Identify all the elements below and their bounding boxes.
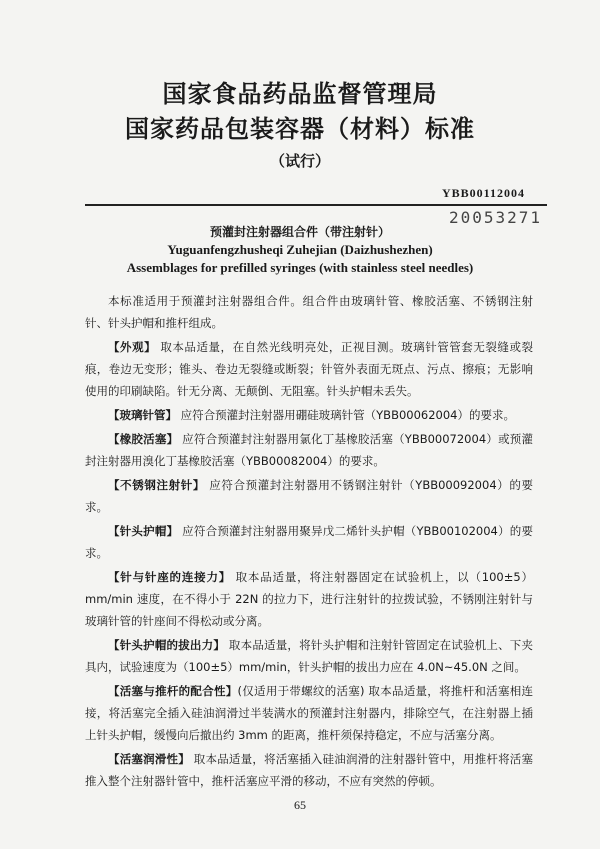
page-number: 65 bbox=[294, 798, 306, 812]
section-text: 取本品适量，将注射器固定在试验机上，以（100±5）mm/min 速度，在不得小于 22N 的拉力下，进行注射针的拉拨试验，不锈刚注射针与玻璃针管的针座间不得松动或分离。 bbox=[85, 570, 533, 628]
title-pinyin: Yuguanfengzhusheqi Zuhejian (Daizhushezhen) bbox=[167, 242, 433, 257]
intro-paragraph: 本标准适用于预灌封注射器组合件。组合件由玻璃针管、橡胶活塞、不锈钢注射针、针头护帽和推杆组成。 bbox=[85, 294, 533, 330]
trial-status: （试行） bbox=[269, 152, 331, 170]
section-shield-removal-force bbox=[85, 634, 533, 678]
section-label: 【外观】 bbox=[108, 340, 157, 354]
title-en: Assemblages for prefilled syringes (with stainless steel needles) bbox=[126, 260, 474, 275]
standard-heading: 国家药品包装容器（材料）标准 bbox=[125, 115, 475, 143]
section-text: 应符合预灌封注射器用不锈钢注射针（YBB00092004）的要求。 bbox=[85, 478, 533, 514]
section-steel-needle bbox=[85, 474, 533, 518]
section-label: 【活塞与推杆的配合性】 bbox=[108, 684, 238, 698]
section-text: 应符合预灌封注射器用硼硅玻璃针管（YBB00062004）的要求。 bbox=[177, 408, 515, 422]
section-label: 【针头护帽】 bbox=[108, 524, 179, 538]
section-text: 应符合预灌封注射器用氯化丁基橡胶活塞（YBB00072004）或预灌封注射器用溴化丁基橡胶活塞（YBB00082004）的要求。 bbox=[85, 432, 534, 468]
section-needle-shield bbox=[85, 520, 533, 564]
section-text: 取本品适量，在自然光线明亮处，正视目测。玻璃针管管套无裂缝或裂痕，卷边无变形；锥头、卷边无裂缝或断裂；针管外表面无斑点、污点、擦痕；无影响使用的印刷缺陷。针无分离、无颠倒、无阻塞。针头护帽未丢失。 bbox=[85, 340, 533, 398]
section-label: 【玻璃针管】 bbox=[108, 408, 177, 422]
section-label: 【橡胶活塞】 bbox=[108, 432, 179, 446]
section-label: 【针与针座的连接力】 bbox=[108, 570, 232, 584]
section-rubber-plunger bbox=[85, 428, 533, 472]
section-plunger-rod-fit bbox=[85, 680, 533, 746]
document-body bbox=[85, 290, 533, 794]
standard-code: YBB00112004 bbox=[441, 186, 525, 200]
section-plunger-lubricity bbox=[85, 748, 533, 792]
header-rule bbox=[85, 204, 547, 206]
section-text: (仅适用于带螺纹的活塞) 取本品适量，将推杆和活塞相连接，将活塞完全插入硅油润滑过半装满水的预灌封注射器内，排除空气，在注射器上插上针头护帽，缓慢向后撤出约 3mm 的距离，推杆须保持稳定，不应与活塞分离。 bbox=[85, 684, 533, 742]
section-label: 【针头护帽的拔出力】 bbox=[108, 638, 226, 652]
section-needle-hub-force bbox=[85, 566, 533, 632]
section-glass-barrel bbox=[85, 404, 533, 426]
title-zh: 预灌封注射器组合件（带注射针） bbox=[209, 225, 391, 239]
section-label: 【活塞润滑性】 bbox=[108, 752, 190, 766]
section-label: 【不锈钢注射针】 bbox=[108, 478, 205, 492]
section-text: 应符合预灌封注射器用聚异戊二烯针头护帽（YBB00102004）的要求。 bbox=[85, 524, 534, 560]
section-appearance bbox=[85, 336, 533, 402]
handwritten-number: 20053271 bbox=[448, 208, 542, 227]
section-text: 取本品适量，将针头护帽和注射针管固定在试验机上、下夹具内，试验速度为（100±5）mm/min，针头护帽的拔出力应在 4.0N~45.0N 之间。 bbox=[85, 638, 534, 674]
agency-heading: 国家食品药品监督管理局 bbox=[162, 80, 438, 108]
section-text: 取本品适量，将活塞插入硅油润滑的注射器针管中，用推杆将活塞推入整个注射器针管中，推杆活塞应平滑的移动，不应有突然的停顿。 bbox=[85, 752, 534, 788]
